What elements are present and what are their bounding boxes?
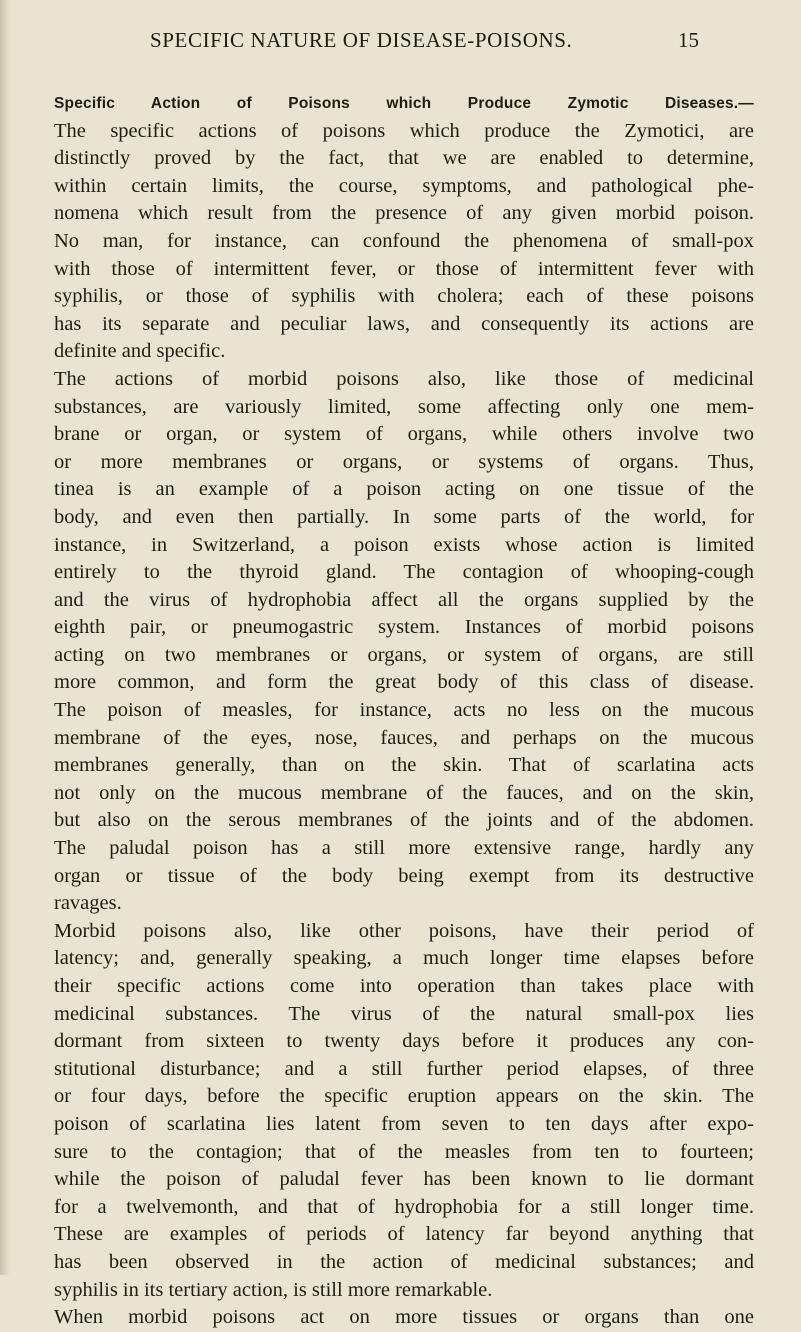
text-line: or more membranes or organs, or systems of organs. Thus, — [54, 450, 754, 473]
text-line: syphilis in its tertiary action, is still more remarkable. — [54, 1278, 493, 1301]
page-edge-shadow — [0, 0, 10, 1275]
text-line: medicinal substances. The virus of the natural small-pox lies — [54, 1002, 754, 1025]
text-line: definite and specific. — [54, 340, 226, 363]
text-line: and the virus of hydrophobia affect all the organs supplied by the — [54, 588, 754, 611]
text-line: substances, are variously limited, some affecting only one mem- — [54, 395, 754, 418]
text-line: dormant from sixteen to twenty days before it produces any con- — [54, 1030, 754, 1053]
text-line: ravages. — [54, 892, 122, 915]
text-line: When morbid poisons act on more tissues or organs than one — [54, 1306, 754, 1329]
text-line: eighth pair, or pneumogastric system. Instances of morbid poisons — [54, 616, 754, 639]
text-line: Morbid poisons also, like other poisons, have their period of — [54, 919, 754, 942]
text-line: not only on the mucous membrane of the fauces, and on the skin, — [54, 781, 754, 804]
text-line: No man, for instance, can confound the phenomena of small-pox — [54, 229, 754, 252]
text-line: The poison of measles, for instance, acts no less on the mucous — [54, 699, 754, 722]
text-line: stitutional disturbance; and a still further period elapses, of three — [54, 1057, 754, 1080]
text-line: while the poison of paludal fever has been known to lie dormant — [54, 1168, 754, 1191]
text-line: more common, and form the great body of this class of disease. — [54, 671, 754, 694]
text-line: entirely to the thyroid gland. The contagion of whooping-cough — [54, 561, 754, 584]
text-line: instance, in Switzerland, a poison exists whose action is limited — [54, 533, 754, 556]
text-line: acting on two membranes or organs, or system of organs, are still — [54, 643, 754, 666]
text-line: The paludal poison has a still more extensive range, hardly any — [54, 837, 754, 860]
text-line: poison of scarlatina lies latent from seven to ten days after expo- — [54, 1112, 754, 1135]
text-line: organ or tissue of the body being exempt from its destructive — [54, 864, 754, 887]
text-line: These are examples of periods of latency far beyond anything that — [54, 1223, 754, 1246]
text-line: for a twelvemonth, and that of hydrophobia for a still longer time. — [54, 1195, 754, 1218]
text-line: The specific actions of poisons which produce the Zymotici, are — [54, 119, 754, 142]
page-number: 15 — [678, 28, 699, 52]
text-line: brane or organ, or system of organs, while others involve two — [54, 423, 754, 446]
text-line: has been observed in the action of medicinal substances; and — [54, 1250, 754, 1273]
text-line: within certain limits, the course, symptoms, and pathological phe- — [54, 174, 754, 197]
running-title: SPECIFIC NATURE OF DISEASE-POISONS. — [150, 28, 573, 52]
text-line: with those of intermittent fever, or those of intermittent fever with — [54, 257, 754, 280]
text-line: sure to the contagion; that of the measles from ten to fourteen; — [54, 1140, 754, 1163]
body-text — [54, 90, 754, 1332]
running-head — [0, 28, 801, 56]
text-line: The actions of morbid poisons also, like those of medicinal — [54, 367, 754, 390]
text-line: nomena which result from the presence of any given morbid poison. — [54, 202, 754, 225]
text-line: body, and even then partially. In some parts of the world, for — [54, 505, 754, 528]
text-line: their specific actions come into operation than takes place with — [54, 975, 754, 997]
section-sidehead: Specific Action of Poisons which Produce Zymotic Diseases.— — [54, 95, 754, 112]
text-line: membrane of the eyes, nose, fauces, and perhaps on the mucous — [54, 726, 754, 749]
text-line: but also on the serous membranes of the joints and of the abdomen. — [54, 809, 754, 832]
text-line: or four days, before the specific eruption appears on the skin. The — [54, 1085, 754, 1108]
text-line: distinctly proved by the fact, that we are enabled to determine, — [54, 147, 754, 170]
text-line: latency; and, generally speaking, a much longer time elapses before — [54, 947, 754, 970]
text-line: tinea is an example of a poison acting on one tissue of the — [54, 478, 754, 501]
text-line: syphilis, or those of syphilis with cholera; each of these poisons — [54, 285, 754, 308]
text-line: membranes generally, than on the skin. That of scarlatina acts — [54, 754, 754, 777]
text-line: has its separate and peculiar laws, and consequently its actions are — [54, 312, 754, 335]
